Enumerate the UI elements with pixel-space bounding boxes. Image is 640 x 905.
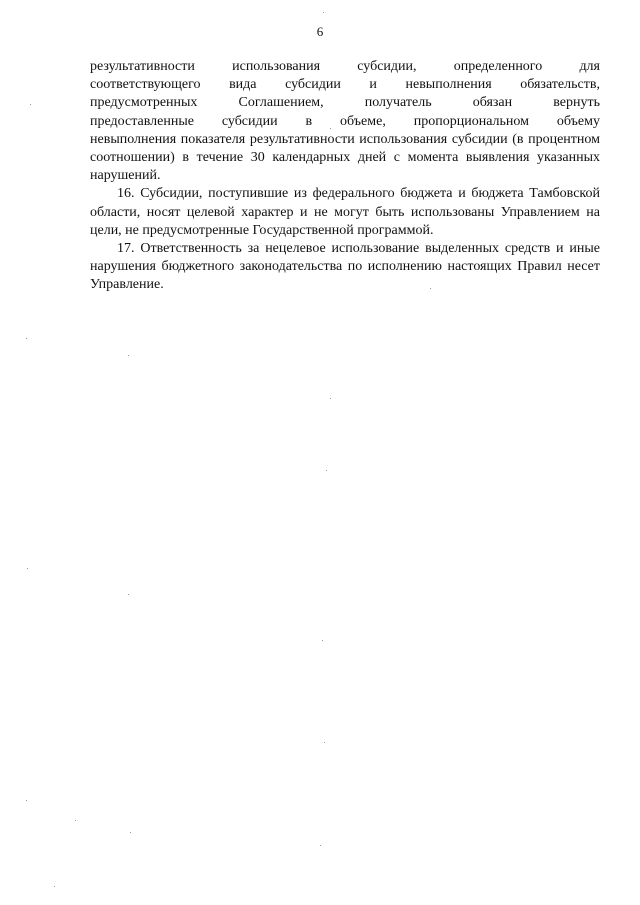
scan-speck	[130, 832, 131, 833]
word: получатель	[364, 95, 432, 111]
word: субсидии	[221, 113, 278, 129]
scan-speck	[430, 288, 431, 289]
scan-speck	[54, 886, 55, 887]
scan-speck	[326, 470, 327, 471]
scan-speck	[322, 640, 323, 641]
word: пропорциональном	[413, 113, 529, 129]
scan-speck	[128, 355, 129, 356]
scan-speck	[320, 845, 321, 846]
paragraph-line	[90, 94, 600, 112]
scan-speck	[26, 800, 27, 801]
word: соответствующего	[90, 77, 201, 93]
scan-speck	[27, 568, 28, 569]
word: вернуть	[553, 95, 600, 111]
word: для	[579, 59, 600, 74]
word: обязательств,	[520, 77, 600, 93]
scan-speck	[323, 12, 324, 13]
word: Соглашением,	[238, 95, 324, 111]
paragraph-17: 17. Ответственность за нецелевое использование выделенных средств и иные нарушения бюджетного законодательства по исполнению настоящих Правил несет Управление.	[90, 241, 600, 293]
scan-speck	[26, 338, 27, 339]
scan-speck	[330, 398, 331, 399]
paragraph-continuation: невыполнения показателя результативности использования субсидии (в процентном соотношении) в течение 30 календарных дней с момента выявления указанных нарушений.	[90, 131, 600, 184]
word: предусмотренных	[90, 95, 198, 111]
word: в	[305, 113, 313, 129]
paragraph-line	[90, 58, 600, 76]
continued-paragraph	[90, 58, 600, 185]
scan-speck	[330, 128, 331, 129]
word: невыполнения	[405, 77, 492, 93]
word: вида	[229, 77, 257, 93]
word: и	[369, 77, 377, 93]
scan-speck	[30, 104, 31, 105]
word: объему	[556, 113, 600, 129]
paragraph-line	[90, 113, 600, 131]
word: предоставленные	[90, 113, 194, 129]
word: субсидии	[285, 77, 341, 93]
word: объеме,	[340, 113, 386, 129]
scan-speck	[128, 594, 129, 595]
page-number: 6	[316, 24, 324, 39]
word: субсидии,	[357, 59, 417, 74]
word: результативности	[90, 59, 195, 74]
scan-speck	[324, 742, 325, 743]
word: обязан	[472, 95, 513, 111]
paragraph-line	[90, 76, 600, 94]
word: определенного	[453, 59, 543, 74]
scan-speck	[75, 820, 76, 821]
document-body	[90, 58, 600, 295]
word: использования	[232, 59, 321, 74]
paragraph-16: 16. Субсидии, поступившие из федерального бюджета и бюджета Тамбовской области, носят целевой характер и не могут быть использованы Управлением на цели, не предусмотренные Государственной программой.	[90, 186, 600, 238]
